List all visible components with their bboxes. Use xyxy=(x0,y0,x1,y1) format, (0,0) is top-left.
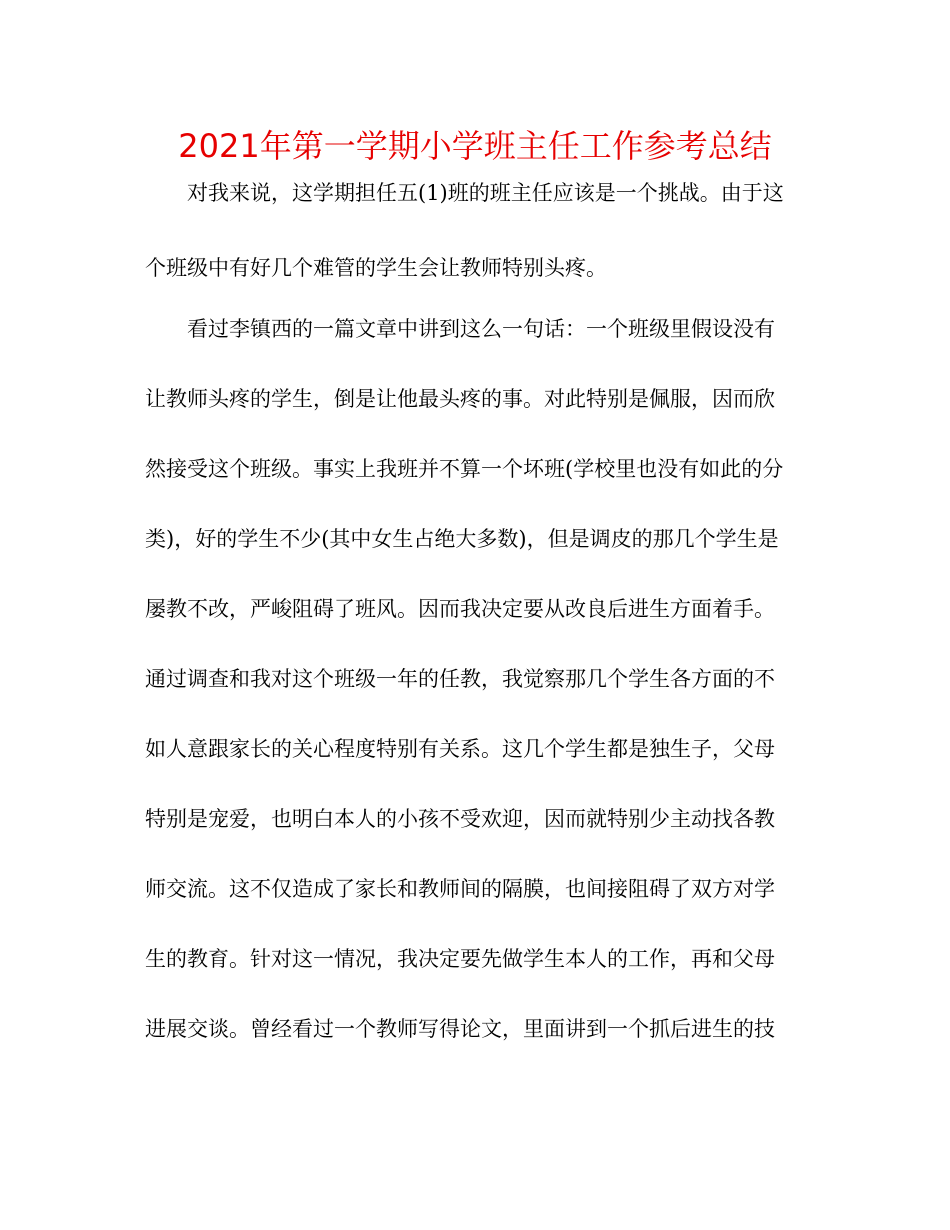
body-line-9: 如人意跟家长的关心程度特别有关系。这几个学生都是独生子，父母 xyxy=(145,737,775,761)
body-line-5: 然接受这个班级。事实上我班并不算一个坏班(学校里也没有如此的分 xyxy=(145,457,784,481)
body-line-8: 通过调查和我对这个班级一年的任教，我觉察那几个学生各方面的不 xyxy=(145,667,775,691)
body-line-7: 屡教不改，严峻阻碍了班风。因而我决定要从改良后进生方面着手。 xyxy=(145,597,775,621)
document-title: 2021年第一学期小学班主任工作参考总结 xyxy=(178,127,772,165)
body-line-2: 个班级中有好几个难管的学生会让教师特别头疼。 xyxy=(145,256,607,280)
body-line-6: 类)，好的学生不少(其中女生占绝大多数)，但是调皮的那几个学生是 xyxy=(145,527,779,551)
body-line-4: 让教师头疼的学生，倒是让他最头疼的事。对此特别是佩服，因而欣 xyxy=(145,387,775,411)
body-line-10: 特别是宠爱，也明白本人的小孩不受欢迎，因而就特别少主动找各教 xyxy=(145,807,775,831)
body-line-3: 看过李镇西的一篇文章中讲到这么一句话：一个班级里假设没有 xyxy=(187,317,775,341)
body-line-12: 生的教育。针对这一情况，我决定要先做学生本人的工作，再和父母 xyxy=(145,947,775,971)
body-line-1: 对我来说，这学期担任五(1)班的班主任应该是一个挑战。由于这 xyxy=(187,181,784,205)
body-line-11: 师交流。这不仅造成了家长和教师间的隔膜，也间接阻碍了双方对学 xyxy=(145,877,775,901)
body-line-13: 进展交谈。曾经看过一个教师写得论文，里面讲到一个抓后进生的技 xyxy=(145,1017,775,1041)
